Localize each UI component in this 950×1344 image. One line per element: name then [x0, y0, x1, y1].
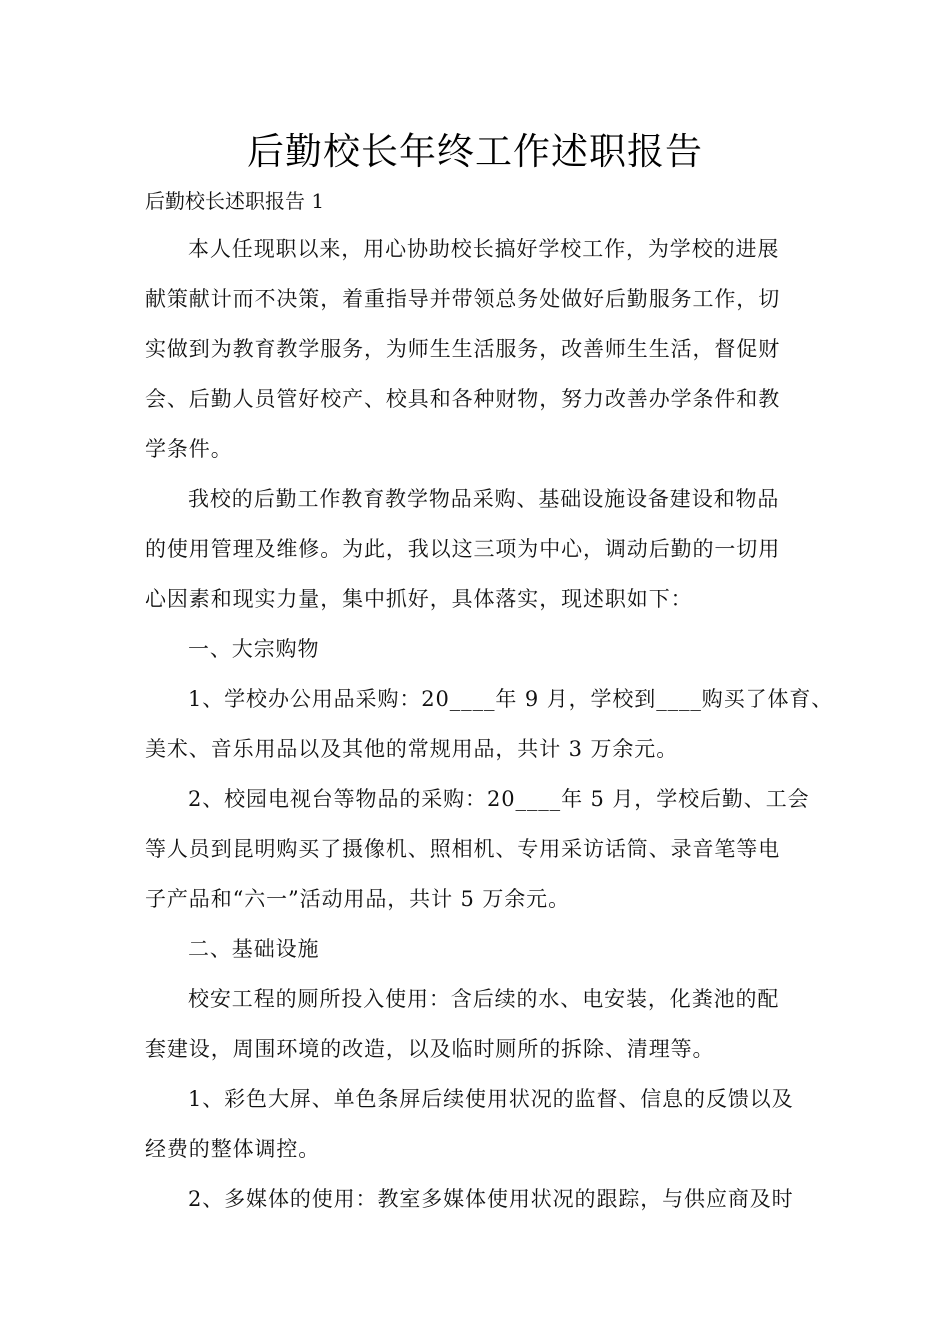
paragraph-line: 1、学校办公用品采购：20____年 9 月，学校到____购买了体育、: [188, 687, 834, 711]
paragraph-line: 美术、音乐用品以及其他的常规用品，共计 3 万余元。: [145, 737, 679, 761]
paragraph-line: 学条件。: [145, 437, 233, 461]
paragraph-line: 1、彩色大屏、单色条屏后续使用状况的监督、信息的反馈以及: [188, 1087, 794, 1111]
paragraph-line: 本人任现职以来，用心协助校长搞好学校工作，为学校的进展: [188, 237, 780, 261]
paragraph-line: 套建设，周围环境的改造，以及临时厕所的拆除、清理等。: [145, 1037, 715, 1061]
paragraph-line: 的使用管理及维修。为此，我以这三项为中心，调动后勤的一切用: [145, 537, 781, 561]
paragraph-line: 校安工程的厕所投入使用：含后续的水、电安装，化粪池的配: [188, 987, 780, 1011]
paragraph-line: 实做到为教育教学服务，为师生生活服务，改善师生生活，督促财: [145, 337, 781, 361]
paragraph-line: 我校的后勤工作教育教学物品采购、基础设施设备建设和物品: [188, 487, 780, 511]
paragraph-line: 经费的整体调控。: [145, 1137, 321, 1161]
paragraph-line: 子产品和“六一”活动用品，共计 5 万余元。: [145, 887, 570, 911]
section-heading-line: 二、基础设施: [188, 937, 320, 961]
paragraph-line: 献策献计而不决策，着重指导并带领总务处做好后勤服务工作，切: [145, 287, 781, 311]
paragraph-line: 等人员到昆明购买了摄像机、照相机、专用采访话筒、录音笔等电: [145, 837, 781, 861]
paragraph-line: 会、后勤人员管好校产、校具和各种财物，努力改善办学条件和教: [145, 387, 781, 411]
paragraph-line: 心因素和现实力量，集中抓好，具体落实，现述职如下：: [145, 587, 693, 611]
document-title: 后勤校长年终工作述职报告: [247, 130, 703, 173]
paragraph-line: 2、多媒体的使用：教室多媒体使用状况的跟踪，与供应商及时: [188, 1187, 794, 1211]
section-heading-line: 一、大宗购物: [188, 637, 320, 661]
section-heading: 后勤校长述职报告 1: [145, 189, 325, 213]
paragraph-line: 2、校园电视台等物品的采购：20____年 5 月，学校后勤、工会: [188, 787, 810, 811]
